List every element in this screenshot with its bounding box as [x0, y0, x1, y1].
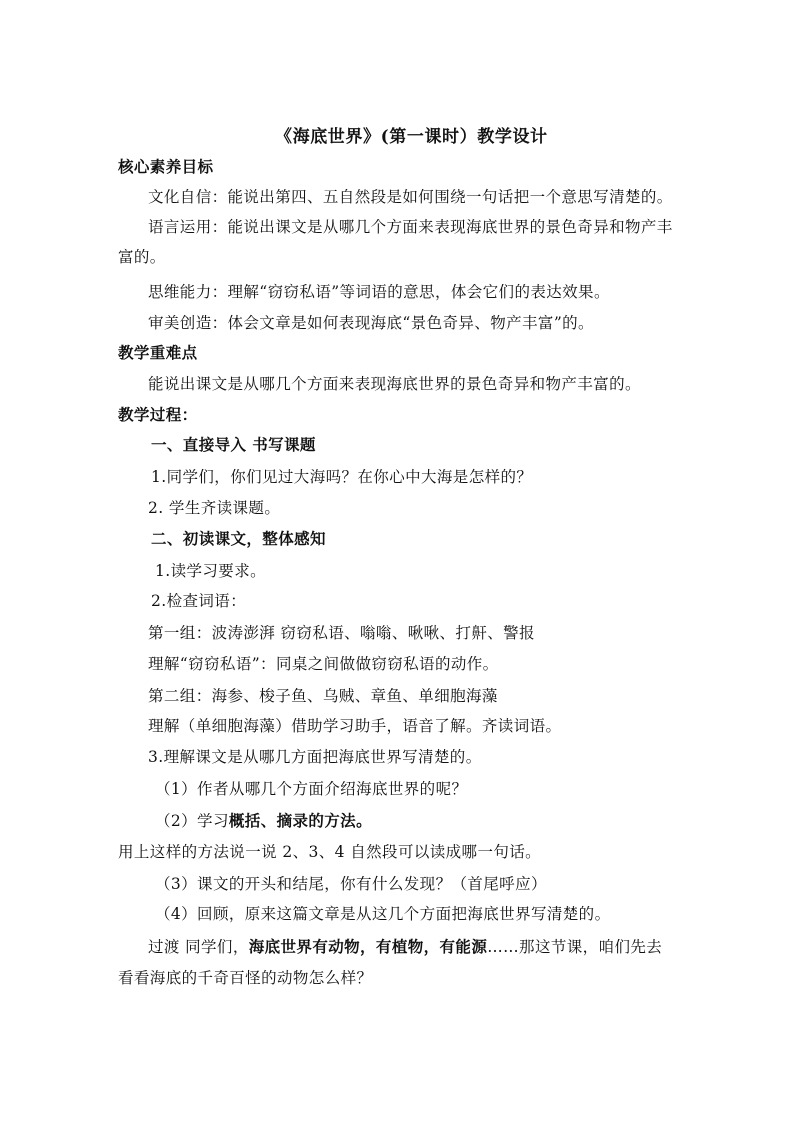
part1-heading: 一、直接导入 书写课题 [151, 435, 316, 454]
word-group2-explain: 理解（单细胞海藻）借助学习助手，语音了解。齐读词语。 [148, 717, 562, 735]
goals-heading: 核心素养目标 [118, 157, 214, 176]
sub-question-3: （3）课文的开头和结尾，你有什么发现？（首尾呼应） [155, 875, 547, 893]
sub-question-4: （4）回顾，原来这篇文章是从这几个方面把海底世界写清楚的。 [155, 905, 611, 923]
transition-line1 [148, 937, 662, 957]
part2-item3: 3.理解课文是从哪几方面把海底世界写清楚的。 [148, 748, 482, 766]
part2-item2: 2.检查词语： [151, 592, 247, 610]
word-group2: 第二组：海参、梭子鱼、乌贼、章鱼、单细胞海藻 [148, 687, 498, 705]
sub-question-1: （1）作者从哪几个方面介绍海底世界的呢？ [155, 780, 468, 798]
goal-thinking: 思维能力：理解“窃窃私语”等词语的意思，体会它们的表达效果。 [148, 283, 610, 301]
transition-line2: 看看海底的千奇百怪的动物怎么样？ [118, 969, 373, 987]
goal-culture: 文化自信：能说出第四、五自然段是如何围绕一句话把一个意思写清楚的。 [148, 188, 673, 206]
document-title: 《海底世界》(第一课时）教学设计 [275, 127, 548, 147]
sub-question-2-prefix: （2）学习 [155, 812, 229, 830]
goal-language-line2: 富的。 [118, 248, 166, 266]
keypoints-text: 能说出课文是从哪几个方面来表现海底世界的景色奇异和物产丰富的。 [148, 375, 641, 393]
part1-item2: 2. 学生齐读课题。 [148, 499, 281, 517]
transition-prefix: 过渡 同学们， [148, 938, 249, 956]
sub-question-2 [155, 811, 372, 831]
part1-item1: 1.同学们，你们见过大海吗？在你心中大海是怎样的？ [151, 468, 533, 486]
goal-aesthetic: 审美创造：体会文章是如何表现海底“景色奇异、物产丰富”的。 [148, 314, 594, 332]
method-line: 用上这样的方法说一说 2、3、4 自然段可以读成哪一句话。 [118, 843, 542, 861]
keypoints-heading: 教学重难点 [118, 343, 198, 362]
word-group1: 第一组：波涛澎湃 窃窃私语、嗡嗡、啾啾、打鼾、警报 [148, 624, 535, 642]
word-group1-explain: 理解“窃窃私语”：同桌之间做做窃窃私语的动作。 [148, 655, 499, 673]
transition-suffix: ……那这节课，咱们先去 [487, 938, 663, 956]
transition-bold: 海底世界有动物，有植物，有能源 [248, 937, 488, 956]
goal-language-line1: 语言运用：能说出课文是从哪几个方面来表现海底世界的景色奇异和物产丰 [148, 218, 673, 236]
process-heading: 教学过程： [118, 405, 198, 424]
sub-question-2-bold: 概括、摘录的方法。 [228, 811, 372, 830]
part2-item1: 1.读学习要求。 [155, 562, 266, 580]
part2-heading: 二、初读课文，整体感知 [151, 529, 326, 548]
